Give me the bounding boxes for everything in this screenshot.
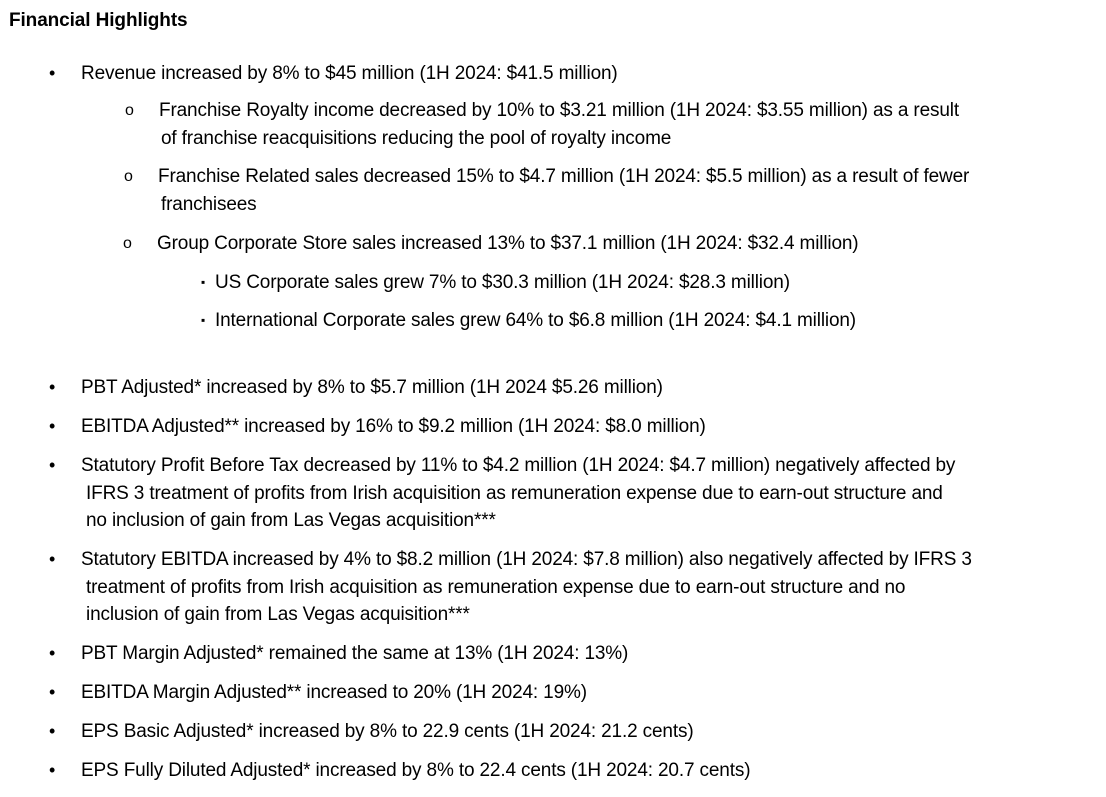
highlight-text: International Corporate sales grew 64% to $6.8 million (1H 2024: $4.1 million) — [215, 310, 856, 331]
highlight-text-continued: inclusion of gain from Las Vegas acquisition*** — [86, 604, 470, 625]
highlight-ebitda-adjusted — [49, 413, 706, 441]
highlight-text-continued: treatment of profits from Irish acquisition as remuneration expense due to earn-out structure and no — [86, 576, 906, 598]
highlight-text: US Corporate sales grew 7% to $30.3 million (1H 2024: $28.3 million) — [215, 272, 790, 293]
highlight-eps-basic — [49, 718, 694, 746]
highlight-text: Statutory EBITDA increased by 4% to $8.2 million (1H 2024: $7.8 million) also negatively affected by IFRS 3 — [81, 549, 972, 570]
sub-highlight-franchise-related — [124, 163, 970, 218]
highlight-ebitda-margin — [49, 679, 587, 707]
highlight-statutory-ebitda — [49, 546, 972, 629]
highlight-text: EBITDA Adjusted** increased by 16% to $9.2 million (1H 2024: $8.0 million) — [81, 416, 706, 437]
highlight-text: Franchise Royalty income decreased by 10% to $3.21 million (1H 2024: $3.55 million) as a result — [159, 100, 959, 121]
bullet-disc: • — [49, 455, 56, 475]
bullet-circle: o — [125, 102, 134, 119]
highlight-text: Group Corporate Store sales increased 13% to $37.1 million (1H 2024: $32.4 million) — [157, 233, 859, 254]
sub-highlight-group-corporate — [123, 230, 859, 258]
sub-sub-highlight-international-corporate — [201, 307, 856, 335]
bullet-disc: • — [49, 377, 56, 397]
bullet-circle: o — [123, 235, 132, 252]
highlight-text: PBT Margin Adjusted* remained the same at 13% (1H 2024: 13%) — [81, 643, 629, 664]
highlight-eps-diluted — [49, 757, 751, 785]
highlight-text-continued: IFRS 3 treatment of profits from Irish acquisition as remuneration expense due to earn-out structure and — [86, 482, 943, 504]
highlight-pbt-adjusted — [49, 374, 663, 402]
bullet-square: ▪ — [201, 275, 206, 289]
bullet-disc: • — [49, 643, 56, 663]
bullet-circle: o — [124, 168, 133, 185]
highlight-text: Revenue increased by 8% to $45 million (1H 2024: $41.5 million) — [81, 63, 618, 84]
bullet-square: ▪ — [201, 313, 206, 327]
highlight-pbt-margin — [49, 640, 629, 668]
highlight-text: Statutory Profit Before Tax decreased by 11% to $4.2 million (1H 2024: $4.7 million) negatively affected by — [81, 455, 956, 476]
bullet-disc: • — [49, 549, 56, 569]
highlight-text-continued: franchisees — [161, 193, 257, 215]
bullet-disc: • — [49, 416, 56, 436]
bullet-disc: • — [49, 760, 56, 780]
highlight-text: EBITDA Margin Adjusted** increased to 20% (1H 2024: 19%) — [81, 682, 587, 703]
sub-sub-highlight-us-corporate — [201, 269, 790, 297]
highlight-text: PBT Adjusted* increased by 8% to $5.7 million (1H 2024 $5.26 million) — [81, 377, 663, 398]
bullet-disc: • — [49, 63, 56, 83]
highlight-text-continued: no inclusion of gain from Las Vegas acquisition*** — [86, 510, 496, 531]
section-title: Financial Highlights — [9, 10, 188, 31]
highlight-statutory-pbt — [49, 452, 956, 535]
bullet-disc: • — [49, 721, 56, 741]
highlight-revenue — [49, 60, 618, 88]
highlight-text: EPS Basic Adjusted* increased by 8% to 22.9 cents (1H 2024: 21.2 cents) — [81, 721, 694, 742]
highlight-text: EPS Fully Diluted Adjusted* increased by 8% to 22.4 cents (1H 2024: 20.7 cents) — [81, 760, 751, 781]
highlight-text: Franchise Related sales decreased 15% to $4.7 million (1H 2024: $5.5 million) as a result of fewer — [158, 166, 970, 187]
highlight-text-continued: of franchise reacquisitions reducing the pool of royalty income — [161, 127, 672, 149]
sub-highlight-franchise-royalty — [125, 97, 959, 152]
bullet-disc: • — [49, 682, 56, 702]
